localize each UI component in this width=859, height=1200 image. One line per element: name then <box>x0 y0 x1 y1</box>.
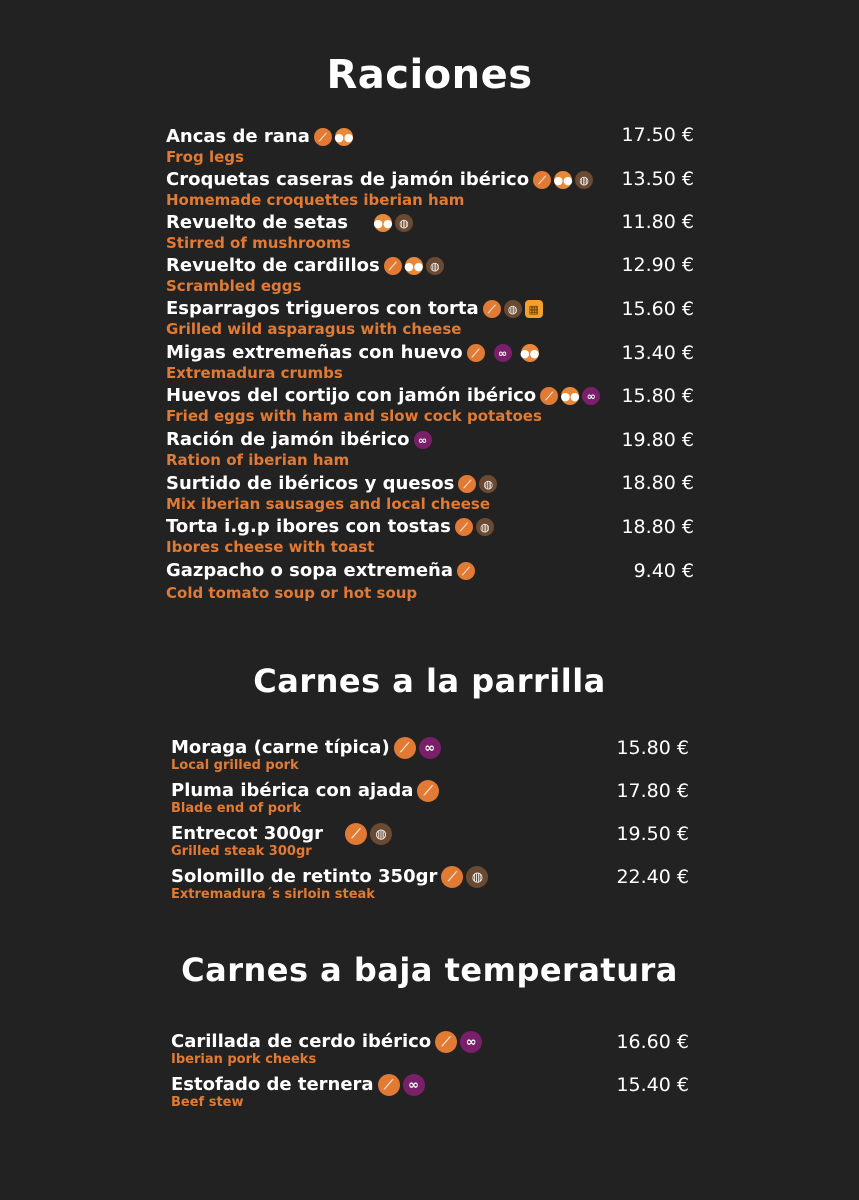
item-name: Gazpacho o sopa extremeña <box>166 560 453 581</box>
item-price: 22.40 € <box>616 866 689 888</box>
milk-jug-icon: ◍ <box>476 518 494 536</box>
egg-icon: ●● <box>554 171 572 189</box>
milk-jug-icon: ◍ <box>575 171 593 189</box>
wheat-icon: ⟋ <box>384 257 402 275</box>
item-name: Moraga (carne típica) <box>171 737 390 758</box>
milk-jug-icon: ◍ <box>395 214 413 232</box>
wheat-icon: ⟋ <box>435 1031 457 1053</box>
item-translation: Ration of iberian ham <box>166 451 350 469</box>
egg-icon: ●● <box>405 257 423 275</box>
wheat-icon: ⟋ <box>314 128 332 146</box>
wheat-icon: ⟋ <box>394 737 416 759</box>
item-translation: Frog legs <box>166 148 244 166</box>
item-name: Ración de jamón ibérico <box>166 429 410 450</box>
egg-icon: ●● <box>335 128 353 146</box>
wheat-icon: ⟋ <box>458 475 476 493</box>
egg-icon: ●● <box>521 344 539 362</box>
item-price: 13.40 € <box>621 342 694 364</box>
item-translation: Scrambled eggs <box>166 277 302 295</box>
sulphite-icon: ∞ <box>403 1074 425 1096</box>
wheat-icon: ⟋ <box>345 823 367 845</box>
item-name: Solomillo de retinto 350gr <box>171 866 438 887</box>
item-price: 19.50 € <box>616 823 689 845</box>
item-price: 11.80 € <box>621 211 694 233</box>
item-price: 17.50 € <box>621 124 694 146</box>
milk-jug-icon: ◍ <box>479 475 497 493</box>
item-price: 19.80 € <box>621 429 694 451</box>
sulphite-icon: ∞ <box>419 737 441 759</box>
item-name: Pluma ibérica con ajada <box>171 780 414 801</box>
milk-jug-icon: ◍ <box>504 300 522 318</box>
item-translation: Grilled steak 300gr <box>171 844 312 859</box>
item-price: 9.40 € <box>633 560 694 582</box>
wheat-icon: ⟋ <box>483 300 501 318</box>
item-translation: Blade end of pork <box>171 801 302 816</box>
item-price: 15.80 € <box>621 385 694 407</box>
item-translation: Iberian pork cheeks <box>171 1052 317 1067</box>
item-price: 15.60 € <box>621 298 694 320</box>
item-translation: Mix iberian sausages and local cheese <box>166 495 491 513</box>
item-translation: Stirred of mushrooms <box>166 234 351 252</box>
wheat-icon: ⟋ <box>441 866 463 888</box>
item-name: Esparragos trigueros con torta <box>166 298 479 319</box>
section-title-raciones: Raciones <box>326 52 533 98</box>
item-translation: Fried eggs with ham and slow cock potatoes <box>166 407 542 425</box>
item-translation: Ibores cheese with toast <box>166 538 375 556</box>
section-title-parrilla: Carnes a la parrilla <box>253 662 606 700</box>
item-name: Surtido de ibéricos y quesos <box>166 473 455 494</box>
item-name: Huevos del cortijo con jamón ibérico <box>166 385 537 406</box>
item-price: 18.80 € <box>621 516 694 538</box>
item-price: 18.80 € <box>621 472 694 494</box>
milk-jug-icon: ◍ <box>466 866 488 888</box>
item-translation: Extremadura´s sirloin steak <box>171 887 375 902</box>
item-price: 16.60 € <box>616 1031 689 1053</box>
item-price: 15.80 € <box>616 737 689 759</box>
item-price: 15.40 € <box>616 1074 689 1096</box>
item-name: Migas extremeñas con huevo <box>166 342 463 363</box>
wheat-icon: ⟋ <box>457 562 475 580</box>
item-price: 12.90 € <box>621 254 694 276</box>
item-name: Revuelto de setas <box>166 212 348 233</box>
milk-jug-icon: ◍ <box>370 823 392 845</box>
item-name: Torta i.g.p ibores con tostas <box>166 516 451 537</box>
wheat-icon: ⟋ <box>540 387 558 405</box>
sulphite-icon: ∞ <box>460 1031 482 1053</box>
item-translation: Homemade croquettes iberian ham <box>166 191 465 209</box>
sulphite-icon: ∞ <box>414 431 432 449</box>
egg-icon: ●● <box>374 214 392 232</box>
item-translation: Grilled wild asparagus with cheese <box>166 320 462 338</box>
item-translation: Local grilled pork <box>171 758 299 773</box>
item-name: Revuelto de cardillos <box>166 255 380 276</box>
sulphite-icon: ∞ <box>494 344 512 362</box>
sulphite-icon: ∞ <box>582 387 600 405</box>
item-price: 13.50 € <box>621 168 694 190</box>
wheat-icon: ⟋ <box>533 171 551 189</box>
wheat-icon: ⟋ <box>467 344 485 362</box>
honeycomb-icon: ▦ <box>525 300 543 318</box>
milk-jug-icon: ◍ <box>426 257 444 275</box>
item-translation: Extremadura crumbs <box>166 364 343 382</box>
item-name: Entrecot 300gr <box>171 823 324 844</box>
wheat-icon: ⟋ <box>378 1074 400 1096</box>
item-name: Estofado de ternera <box>171 1074 374 1095</box>
item-name: Carillada de cerdo ibérico <box>171 1031 432 1052</box>
wheat-icon: ⟋ <box>417 780 439 802</box>
wheat-icon: ⟋ <box>455 518 473 536</box>
section-title-baja-temperatura: Carnes a baja temperatura <box>181 951 678 989</box>
item-name: Ancas de rana <box>166 126 310 147</box>
item-price: 17.80 € <box>616 780 689 802</box>
item-translation: Beef stew <box>171 1095 244 1110</box>
egg-icon: ●● <box>561 387 579 405</box>
item-name: Croquetas caseras de jamón ibérico <box>166 169 530 190</box>
item-translation: Cold tomato soup or hot soup <box>166 584 418 602</box>
